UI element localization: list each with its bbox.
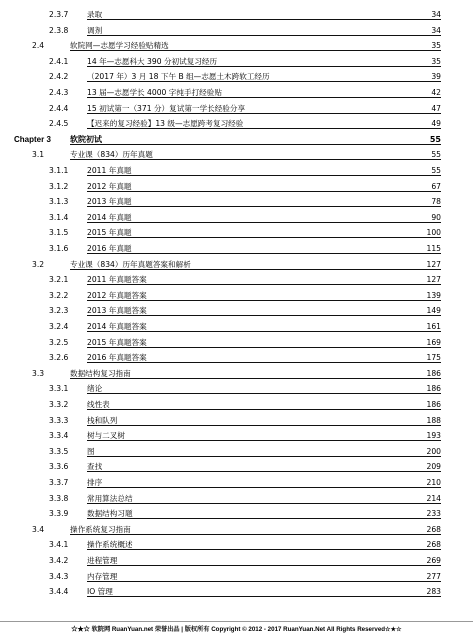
toc-entry-page-number[interactable]: 47: [431, 103, 441, 113]
toc-entry-page-number[interactable]: 39: [431, 72, 441, 82]
toc-subsection-entry[interactable]: [0, 86, 473, 100]
toc-subsection-entry[interactable]: [0, 70, 473, 84]
toc-entry-page-number[interactable]: 67: [431, 181, 441, 191]
toc-entry-page-number[interactable]: 161: [426, 322, 441, 331]
toc-entry-title[interactable]: 树与二叉树: [87, 431, 125, 441]
toc-entry-page-number[interactable]: 277: [426, 571, 441, 581]
toc-entry-page-number[interactable]: 269: [426, 556, 441, 565]
toc-entry-title[interactable]: 操作系统复习指南: [70, 524, 131, 534]
toc-subsection-entry[interactable]: [0, 476, 473, 490]
toc-entry-number: 3.4.3: [49, 571, 69, 581]
toc-leader-underline: [87, 175, 441, 176]
toc-entry-number: 2.4.3: [49, 88, 69, 97]
toc-subsection-entry[interactable]: [0, 242, 473, 256]
toc-subsection-entry[interactable]: [0, 304, 473, 318]
toc-subsection-entry[interactable]: [0, 351, 473, 365]
toc-entry-number: 3.3.2: [49, 400, 69, 409]
toc-entry-page-number[interactable]: 35: [431, 41, 441, 51]
toc-leader-underline: [87, 440, 441, 441]
toc-entry-page-number[interactable]: 100: [426, 228, 441, 238]
toc-entry-title[interactable]: 2011 年真题答案: [87, 275, 147, 285]
toc-entry-number: 3.2.5: [49, 337, 69, 347]
footer-text: ☆★☆ 软院网 RuanYuan.net 荣誉出品 | 版权所有 Copyright © 2012 - 2017 RuanYuan.Net All Rights Reserved☆★☆: [71, 626, 402, 633]
toc-leader-underline: [87, 409, 441, 410]
toc-entry-number: 3.4.2: [49, 556, 69, 565]
toc-entry-number: 2.4.4: [49, 103, 69, 113]
toc-entry-number: 3.1.3: [49, 197, 69, 207]
toc-entry-page-number[interactable]: 34: [431, 10, 441, 19]
toc-chapter-entry[interactable]: [0, 133, 473, 147]
toc-entry-page-number[interactable]: 200: [426, 446, 441, 456]
toc-entry-title[interactable]: （2017 年）3 月 18 下午 B 组—志愿土木跨软工经历: [87, 72, 270, 82]
toc-entry-page-number[interactable]: 115: [426, 244, 441, 253]
toc-entry-title[interactable]: 2014 年真题答案: [87, 322, 147, 331]
toc-entry-page-number[interactable]: 175: [426, 353, 441, 363]
toc-leader-underline: [87, 456, 441, 457]
toc-subsection-entry[interactable]: [0, 180, 473, 194]
toc-entry-page-number[interactable]: 139: [426, 290, 441, 300]
toc-subsection-entry[interactable]: [0, 585, 473, 599]
toc-entry-page-number[interactable]: 210: [426, 478, 441, 487]
toc-leader-underline: [87, 35, 441, 36]
toc-entry-page-number[interactable]: 186: [426, 368, 441, 378]
toc-entry-title[interactable]: 数据结构复习指南: [70, 368, 131, 378]
toc-entry-page-number[interactable]: 186: [426, 384, 441, 394]
toc-leader-underline: [87, 425, 441, 426]
toc-entry-title[interactable]: 14 年—志愿科大 390 分初试复习经历: [87, 56, 218, 66]
toc-entry-number: 3.3.5: [49, 446, 69, 456]
toc-entry-title[interactable]: 【迟来的复习经验】13 级—志愿跨考复习经验: [87, 119, 244, 129]
toc-entry-number: 3.1.6: [49, 244, 69, 253]
toc-entry-number: 3.3.8: [49, 493, 69, 503]
toc-subsection-entry[interactable]: [0, 336, 473, 350]
toc-entry-title[interactable]: 排序: [87, 478, 103, 487]
toc-entry-title[interactable]: 2012 年真题答案: [87, 290, 147, 300]
toc-leader-underline: [87, 471, 441, 472]
toc-entry-number: 3.3.4: [49, 431, 69, 441]
toc-leader-underline: [87, 549, 441, 550]
toc-entry-title[interactable]: 2013 年真题: [87, 197, 132, 207]
toc-entry-title[interactable]: 13 届—志愿学长 4000 字纯手打经验贴: [87, 88, 222, 97]
toc-leader-underline: [87, 19, 441, 20]
toc-entry-title[interactable]: IO 管理: [87, 587, 113, 597]
toc-subsection-entry[interactable]: [0, 102, 473, 116]
toc-entry-title[interactable]: 图: [87, 446, 95, 456]
toc-leader-underline: [87, 518, 441, 519]
toc-entry-title[interactable]: 15 初试第一（371 分）复试第一学长经验分享: [87, 103, 246, 113]
toc-subsection-entry[interactable]: [0, 554, 473, 568]
toc-entry-title[interactable]: 数据结构习题: [87, 509, 133, 519]
toc-leader-underline: [87, 565, 441, 566]
toc-entry-title[interactable]: 调剂: [87, 25, 103, 35]
toc-section-entry[interactable]: [0, 39, 473, 53]
toc-leader-underline: [87, 237, 441, 238]
toc-entry-number: 3.1.4: [49, 212, 69, 222]
toc-entry-title[interactable]: 软院网—志愿学习经验贴精选: [70, 41, 169, 51]
toc-entry-number: 3.1.5: [49, 228, 69, 238]
toc-entry-title[interactable]: 2015 年真题: [87, 228, 132, 238]
toc-entry-page-number[interactable]: 214: [426, 493, 441, 503]
toc-entry-page-number[interactable]: 42: [431, 88, 441, 97]
toc-entry-number: 3.2.3: [49, 306, 69, 316]
toc-section-entry[interactable]: [0, 148, 473, 162]
toc-entry-title[interactable]: 进程管理: [87, 556, 118, 565]
toc-subsection-entry[interactable]: [0, 460, 473, 474]
toc-entry-title[interactable]: 2011 年真题: [87, 166, 132, 175]
toc-entry-page-number[interactable]: 268: [426, 540, 441, 550]
toc-entry-number: 2.4.5: [49, 119, 69, 129]
toc-entry-title[interactable]: 常用算法总结: [87, 493, 133, 503]
toc-entry-title[interactable]: 录取: [87, 10, 103, 19]
toc-subsection-entry[interactable]: [0, 570, 473, 584]
toc-entry-title[interactable]: 2016 年真题: [87, 244, 132, 253]
toc-entry-number: 3.3.9: [49, 509, 69, 519]
toc-entry-number: 3.4.4: [49, 587, 69, 597]
toc-entry-page-number[interactable]: 127: [426, 275, 441, 285]
toc-entry-page-number[interactable]: 49: [431, 119, 441, 129]
toc-subsection-entry[interactable]: [0, 289, 473, 303]
toc-entry-title[interactable]: 线性表: [87, 400, 110, 409]
toc-entry-page-number[interactable]: 90: [431, 212, 441, 222]
toc-subsection-entry[interactable]: [0, 538, 473, 552]
toc-entry-page-number[interactable]: 169: [426, 337, 441, 347]
toc-entry-title[interactable]: 栈和队列: [87, 415, 118, 425]
toc-entry-title[interactable]: 专业课（834）历年真题: [70, 150, 153, 160]
toc-entry-number: 2.4.2: [49, 72, 69, 82]
toc-entry-title[interactable]: 查找: [87, 462, 103, 472]
toc-subsection-entry[interactable]: [0, 382, 473, 396]
toc-section-entry[interactable]: [0, 258, 473, 272]
toc-subsection-entry[interactable]: [0, 24, 473, 38]
toc-entry-title[interactable]: 内存管理: [87, 571, 118, 581]
toc-entry-page-number[interactable]: 149: [426, 306, 441, 316]
toc-leader-underline: [87, 222, 441, 223]
toc-entry-title[interactable]: 2016 年真题答案: [87, 353, 147, 363]
toc-entry-page-number[interactable]: 283: [426, 587, 441, 597]
toc-entry-number: 3.2: [32, 259, 45, 269]
toc-entry-page-number[interactable]: 35: [431, 56, 441, 66]
toc-leader-underline: [87, 596, 441, 597]
toc-entry-number: 3.3.3: [49, 415, 69, 425]
toc-entry-number: 3.1.2: [49, 181, 69, 191]
toc-leader-underline: [87, 487, 441, 488]
toc-subsection-entry[interactable]: [0, 55, 473, 69]
toc-subsection-entry[interactable]: [0, 507, 473, 521]
toc-section-entry[interactable]: [0, 367, 473, 381]
toc-entry-number: 3.2.4: [49, 322, 69, 331]
toc-leader-underline: [87, 253, 441, 254]
toc-entry-title[interactable]: 软院初试: [70, 134, 102, 144]
toc-entry-number: 2.3.7: [49, 10, 69, 19]
toc-entry-title[interactable]: 2012 年真题: [87, 181, 132, 191]
toc-entry-number: 3.4.1: [49, 540, 69, 550]
toc-subsection-entry[interactable]: [0, 429, 473, 443]
toc-entry-page-number[interactable]: 127: [426, 259, 441, 269]
toc-subsection-entry[interactable]: [0, 320, 473, 334]
toc-entry-number: 3.2.1: [49, 275, 69, 285]
toc-entry-page-number[interactable]: 55: [431, 150, 441, 160]
toc-entry-title[interactable]: 操作系统概述: [87, 540, 133, 550]
toc-subsection-entry[interactable]: [0, 195, 473, 209]
toc-entry-page-number[interactable]: 209: [426, 462, 441, 472]
toc-entry-number: Chapter 3: [14, 134, 51, 144]
toc-entry-title[interactable]: 2015 年真题答案: [87, 337, 147, 347]
toc-entry-number: 3.1.1: [49, 166, 69, 175]
toc-entry-page-number[interactable]: 55: [429, 134, 441, 144]
toc-subsection-entry[interactable]: [0, 226, 473, 240]
toc-entry-title[interactable]: 2013 年真题答案: [87, 306, 147, 316]
toc-entry-page-number[interactable]: 186: [426, 400, 441, 409]
toc-entry-page-number[interactable]: 233: [426, 509, 441, 519]
toc-entry-number: 3.2.2: [49, 290, 69, 300]
toc-entry-number: 3.2.6: [49, 353, 69, 363]
toc-subsection-entry[interactable]: [0, 398, 473, 412]
toc-subsection-entry[interactable]: [0, 273, 473, 287]
toc-entry-title[interactable]: 专业课（834）历年真题答案和解析: [70, 259, 191, 269]
toc-leader-underline: [87, 206, 441, 207]
toc-entry-page-number[interactable]: 268: [426, 524, 441, 534]
toc-subsection-entry[interactable]: [0, 492, 473, 506]
toc-entry-number: 2.4.1: [49, 56, 69, 66]
toc-leader-underline: [87, 191, 441, 192]
toc-entry-page-number[interactable]: 188: [426, 415, 441, 425]
toc-subsection-entry[interactable]: [0, 8, 473, 22]
toc-subsection-entry[interactable]: [0, 414, 473, 428]
toc-leader-underline: [87, 393, 441, 394]
toc-entry-number: 2.3.8: [49, 25, 69, 35]
toc-entry-number: 3.4: [32, 524, 45, 534]
toc-subsection-entry[interactable]: [0, 211, 473, 225]
toc-entry-title[interactable]: 绪论: [87, 384, 103, 394]
toc-subsection-entry[interactable]: [0, 164, 473, 178]
toc-section-entry[interactable]: [0, 523, 473, 537]
toc-entry-page-number[interactable]: 193: [426, 431, 441, 441]
toc-leader-underline: [87, 581, 441, 582]
page-footer: [0, 621, 473, 638]
toc-subsection-entry[interactable]: [0, 445, 473, 459]
toc-entry-number: 3.3.7: [49, 478, 69, 487]
toc-entry-page-number[interactable]: 55: [431, 166, 441, 175]
toc-entry-number: 3.1: [32, 150, 45, 160]
toc-leader-underline: [87, 503, 441, 504]
toc-entry-number: 3.3.1: [49, 384, 69, 394]
toc-entry-title[interactable]: 2014 年真题: [87, 212, 132, 222]
toc-leader-underline: [70, 144, 441, 145]
toc-subsection-entry[interactable]: [0, 117, 473, 131]
toc-entry-page-number[interactable]: 78: [431, 197, 441, 207]
toc-entry-number: 3.3.6: [49, 462, 69, 472]
toc-entry-number: 3.3: [32, 368, 45, 378]
toc-entry-number: 2.4: [32, 41, 45, 51]
toc-entry-page-number[interactable]: 34: [431, 25, 441, 35]
